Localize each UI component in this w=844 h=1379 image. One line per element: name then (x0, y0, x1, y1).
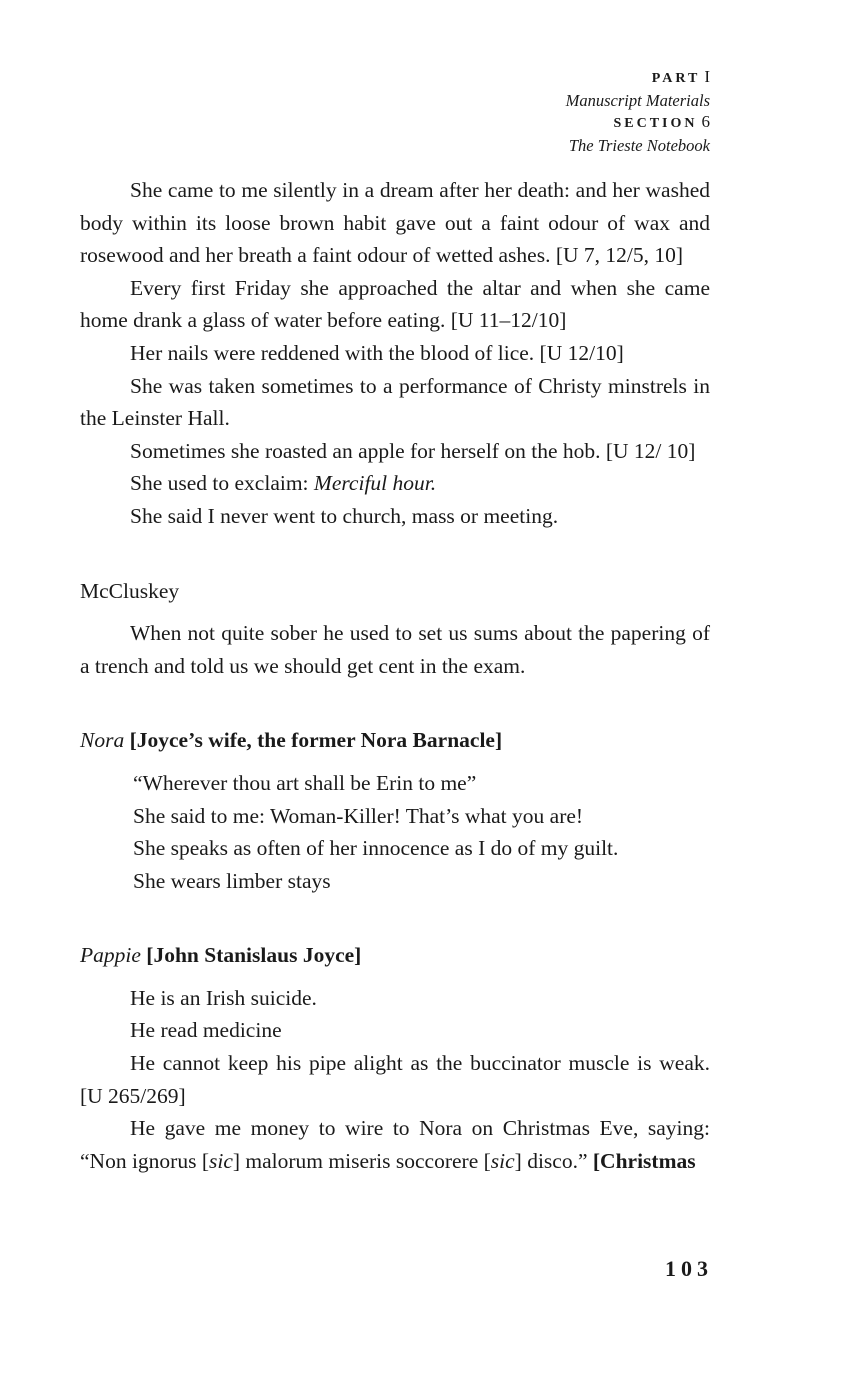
running-head (566, 66, 710, 156)
exclaim-prefix: She used to exclaim: (130, 471, 314, 496)
heading-bracket: [Joyce’s wife, the former Nora Barnacle] (129, 728, 503, 753)
paragraph: Sometimes she roasted an apple for herself on the hob. [U 12/ 10] (130, 438, 696, 463)
paragraph: Every first Friday she approached the altar and when she came home drank a glass of water before eating. [U 11–12/10] (80, 275, 710, 333)
paragraph: She was taken sometimes to a performance of Christy minstrels in the Leinster Hall. (80, 373, 710, 431)
section-number: 6 (701, 112, 710, 131)
part-label: PART (651, 71, 701, 86)
nora-line: “Wherever thou art shall be Erin to me” (133, 770, 477, 795)
pappie-line: He cannot keep his pipe alight as the buccinator muscle is weak. [U 265/269] (80, 1051, 710, 1108)
section-heading-mccluskey: McCluskey (80, 578, 180, 603)
paragraph: When not quite sober he used to set us sums about the papering of a trench and told us we should get cent in the exam. (80, 621, 710, 678)
paragraph-exclaim (80, 467, 710, 500)
part-title: Manuscript Materials (565, 90, 710, 110)
section-label: SECTION (613, 116, 698, 131)
heading-italic: Pappie (80, 943, 141, 968)
nora-line: She wears limber stays (133, 868, 331, 893)
nora-line: She said to me: Woman-Killer! That’s what you are! (133, 803, 584, 828)
nora-lines (80, 767, 710, 897)
part-line (566, 66, 710, 90)
pappie-last-paragraph: He gave me money to wire to Nora on Christmas Eve, saying: “Non ignorus [sic] malorum miseris soccorere [sic] disco.” [Christmas (80, 1116, 710, 1173)
bold-note: [Christmas (592, 1148, 696, 1173)
heading-bracket: [John Stanislaus Joyce] (146, 943, 362, 968)
part-number: I (704, 67, 710, 86)
section-heading-pappie (80, 939, 710, 972)
pappie-line: He is an Irish suicide. (130, 985, 317, 1010)
nora-line: She speaks as often of her innocence as I do of my guilt. (133, 836, 619, 861)
paragraph: She said I never went to church, mass or meeting. (130, 503, 559, 528)
section-title: The Trieste Notebook (568, 135, 710, 155)
paragraph: She came to me silently in a dream after her death: and her washed body within its loose brown habit gave out a faint odour of wax and rosewood and her breath a faint odour of wetted ashes. [U 7, 12/5, 10] (80, 178, 710, 268)
sic-italic: sic (208, 1148, 233, 1173)
page-number: 103 (665, 1256, 713, 1281)
heading-italic: Nora (80, 728, 125, 753)
sic-italic: sic (490, 1148, 515, 1173)
body-text (80, 174, 710, 1177)
section-heading-nora (80, 724, 710, 757)
paragraph: Her nails were reddened with the blood of lice. [U 12/10] (130, 340, 624, 365)
pappie-line: He read medicine (130, 1018, 282, 1043)
exclaim-italic: Merciful hour. (313, 471, 437, 496)
section-line (566, 111, 710, 135)
